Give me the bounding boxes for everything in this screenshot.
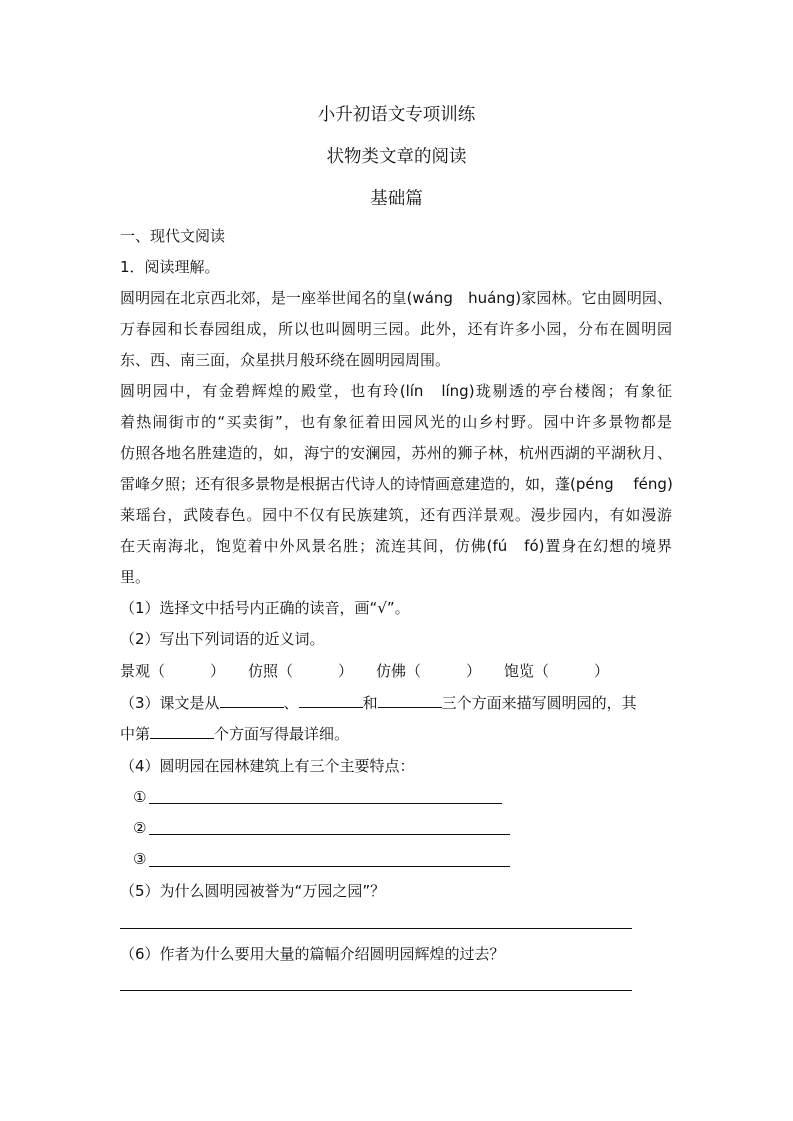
question-1-3-sep: 、	[283, 694, 299, 712]
document-level: 基础篇	[370, 189, 423, 209]
passage-line: 着热闹街市的“买卖街”，也有象征着田园风光的山乡村野。园中许多景物都是	[120, 413, 672, 431]
passage-line: 圆明园在北京西北郊，是一座举世闻名的皇(wáng huáng)家园林。它由圆明园、	[120, 289, 672, 307]
document-subtitle: 状物类文章的阅读	[326, 147, 467, 167]
question-1-3-text: 个方面写得最详细。	[214, 725, 350, 743]
question-1-3-cont	[120, 724, 349, 744]
synonym-item: 景观（ ）	[120, 662, 226, 680]
question-1-3	[120, 693, 637, 713]
question-1-5: （5）为什么圆明园被誉为“万园之园”？	[120, 882, 386, 900]
question-1-4: （4）圆明园在园林建筑上有三个主要特点：	[120, 757, 415, 775]
answer-blank[interactable]	[220, 693, 284, 708]
question-1-3-sep: 和	[362, 694, 378, 712]
answer-line[interactable]	[149, 834, 510, 835]
answer-line[interactable]	[120, 928, 632, 929]
passage-line: 圆明园中，有金碧辉煌的殿堂，也有玲(lín líng)珑剔透的亭台楼阁；有象征	[120, 382, 672, 400]
question-1-3-text: 中第	[120, 725, 151, 743]
question-1-1: （1）选择文中括号内正确的读音，画“√”。	[120, 599, 410, 617]
passage-line: 在天南海北，饱览着中外风景名胜；流连其间，仿佛(fú fó)置身在幻想的境界	[120, 537, 672, 555]
synonym-item: 饱览（ ）	[504, 662, 610, 680]
section-heading: 一、现代文阅读	[120, 227, 226, 245]
passage-line: 万春园和长春园组成，所以也叫圆明三园。此外，还有许多小园，分布在圆明园	[120, 320, 672, 338]
synonym-item: 仿照（ ）	[248, 662, 354, 680]
answer-line[interactable]	[149, 866, 510, 867]
answer-line[interactable]	[149, 803, 502, 804]
answer-mark: ②	[133, 819, 147, 837]
passage-line: 仿照各地名胜建造的，如，海宁的安澜园，苏州的狮子林，杭州西湖的平湖秋月、	[120, 444, 672, 462]
answer-blank[interactable]	[150, 724, 214, 739]
question-number: 1．阅读理解。	[120, 258, 220, 276]
answer-mark: ①	[133, 788, 147, 806]
question-1-3-text: 三个方面来描写圆明园的，其	[441, 694, 637, 712]
question-1-3-text: （3）课文是从	[120, 694, 220, 712]
answer-blank[interactable]	[299, 693, 363, 708]
passage-line: 莱瑶台，武陵春色。园中不仅有民族建筑，还有西洋景观。漫步园内，有如漫游	[120, 506, 672, 524]
answer-line[interactable]	[120, 990, 632, 991]
passage-line: 里。	[120, 568, 151, 586]
synonym-item: 仿佛（ ）	[376, 662, 482, 680]
question-1-6: （6）作者为什么要用大量的篇幅介绍圆明园辉煌的过去？	[120, 945, 505, 963]
document-title: 小升初语文专项训练	[317, 105, 476, 125]
passage-line: 雷峰夕照；还有很多景物是根据古代诗人的诗情画意建造的，如，蓬(péng féng)	[120, 475, 673, 493]
answer-mark: ③	[133, 850, 147, 868]
answer-blank[interactable]	[378, 693, 442, 708]
passage-line: 东、西、南三面，众星拱月般环绕在圆明园周围。	[120, 351, 451, 369]
question-1-2: （2）写出下列词语的近义词。	[120, 630, 325, 648]
